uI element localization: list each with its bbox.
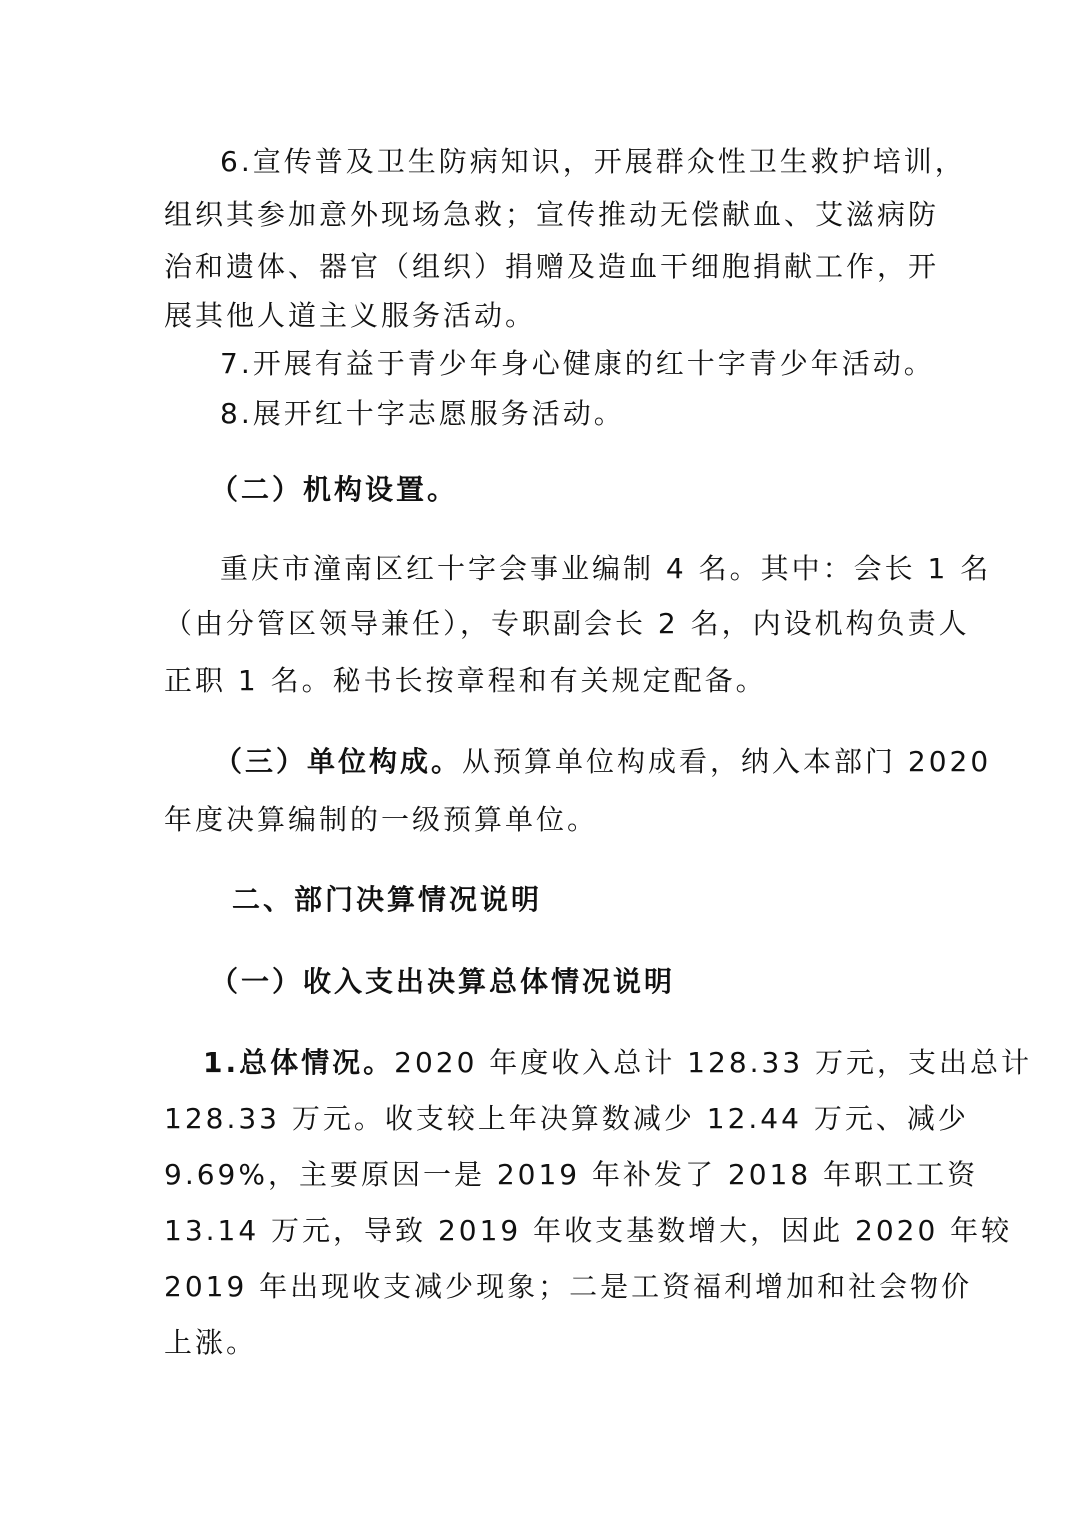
overall-line-1-text: 2020 年度收入总计 128.33 万元，支出总计 xyxy=(394,1046,1033,1079)
overall-line-4: 13.14 万元，导致 2019 年收支基数增大，因此 2020 年较 xyxy=(164,1214,1013,1247)
duty-6-line-3: 治和遗体、器官（组织）捐赠及造血干细胞捐献工作，开 xyxy=(164,250,940,283)
duty-6-line-4: 展其他人道主义服务活动。 xyxy=(164,299,537,332)
overall-line-6: 上涨。 xyxy=(164,1326,258,1359)
org-setup-line-3: 正职 1 名。秘书长按章程和有关规定配备。 xyxy=(164,664,767,697)
unit-line-1 xyxy=(214,744,991,780)
unit-line-2: 年度决算编制的一级预算单位。 xyxy=(164,803,599,836)
section-2-heading: 二、部门决算情况说明 xyxy=(232,883,543,916)
duty-8: 8.展开红十字志愿服务活动。 xyxy=(220,397,625,430)
org-setup-heading: （二）机构设置。 xyxy=(210,473,459,506)
unit-line-1-text: 从预算单位构成看，纳入本部门 2020 xyxy=(462,745,992,778)
overall-line-3: 9.69%，主要原因一是 2019 年补发了 2018 年职工工资 xyxy=(164,1158,979,1191)
duty-7: 7.开展有益于青少年身心健康的红十字青少年活动。 xyxy=(220,347,935,380)
overall-line-5: 2019 年出现收支减少现象；二是工资福利增加和社会物价 xyxy=(164,1270,973,1303)
overall-line-1 xyxy=(203,1045,1032,1081)
overall-label: 1.总体情况。 xyxy=(203,1046,395,1079)
org-setup-line-2: （由分管区领导兼任），专职副会长 2 名，内设机构负责人 xyxy=(164,607,970,640)
unit-heading: （三）单位构成。 xyxy=(214,745,463,778)
overall-line-2: 128.33 万元。收支较上年决算数减少 12.44 万元、减少 xyxy=(164,1102,969,1135)
duty-6-line-2: 组织其参加意外现场急救；宣传推动无偿献血、艾滋病防 xyxy=(164,198,940,231)
duty-6-line-1: 6.宣传普及卫生防病知识，开展群众性卫生救护培训， xyxy=(220,145,966,178)
subsection-1-heading: （一）收入支出决算总体情况说明 xyxy=(210,965,676,998)
org-setup-line-1: 重庆市潼南区红十字会事业编制 4 名。其中：会长 1 名 xyxy=(220,552,992,585)
